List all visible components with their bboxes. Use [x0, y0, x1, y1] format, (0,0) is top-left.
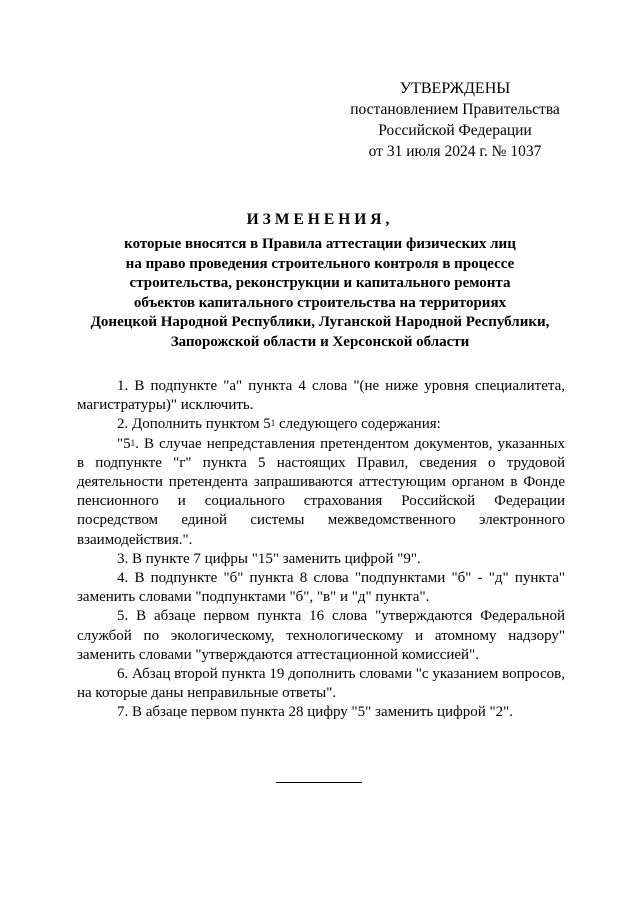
subheading-line: Донецкой Народной Республики, Луганской Народной Республики,	[90, 314, 550, 330]
amendment-item-5: 5. В абзаце первом пункта 16 слова "утверждаются Федеральной службой по экологическому, технологическому и атомному надзору" заменить словами "утверждаются аттестационной комиссией".	[77, 608, 565, 663]
amendment-quote	[77, 435, 565, 550]
item-text: 2. Дополнить пунктом 5	[117, 416, 271, 433]
document-body	[77, 377, 565, 723]
amendment-item-7: 7. В абзаце первом пункта 28 цифру "5" заменить цифрой "2".	[117, 704, 514, 721]
subheading-line: строительства, реконструкции и капитального ремонта	[129, 275, 511, 291]
end-divider	[276, 782, 362, 783]
item-text: следующего содержания:	[275, 416, 441, 433]
approval-date: от 31 июля 2024 г. № 1037	[368, 143, 542, 160]
amendment-item-6: 6. Абзац второй пункта 19 дополнить словами "с указанием вопросов, на которые даны неправильные ответы".	[77, 666, 565, 702]
amendment-item-3: 3. В пункте 7 цифры "15" заменить цифрой "9".	[117, 550, 421, 567]
approval-line: Российской Федерации	[378, 122, 532, 139]
approval-block	[330, 78, 580, 162]
superscript: 1	[130, 437, 136, 448]
subheading-line: объектов капитального строительства на территориях	[133, 294, 507, 311]
document-heading: ИЗМЕНЕНИЯ,	[246, 211, 394, 228]
document-subheading	[60, 235, 580, 352]
approval-title: УТВЕРЖДЕНЫ	[399, 80, 511, 97]
amendment-item-4: 4. В подпункте "б" пункта 8 слова "подпунктами "б" - "д" пункта" заменить словами "подпунктами "б", "в" и "д" пункта".	[77, 570, 565, 606]
item-text: . В случае непредставления претендентом документов, указанных в подпункте "г" пункта 5 настоящих Правил, сведения о трудовой деятельности претендента запрашиваются аттестующим органом в Фонде пенсионного и социального страхования Российской Федерации посредством единой системы межведомственного электронного взаимодействия.".	[77, 435, 565, 548]
amendment-item-1: 1. В подпункте "а" пункта 4 слова "(не ниже уровня специалитета, магистратуры)" исключить.	[77, 378, 565, 414]
subheading-line: Запорожской области и Херсонской области	[170, 333, 470, 350]
item-text: "5	[117, 435, 131, 452]
subheading-line: на право проведения строительного контроля в процессе	[125, 255, 515, 272]
approval-line: постановлением Правительства	[350, 101, 560, 118]
superscript: 1	[270, 418, 276, 429]
subheading-line: которые вносятся в Правила аттестации физических лиц	[124, 236, 516, 252]
amendment-item-2	[77, 415, 565, 434]
